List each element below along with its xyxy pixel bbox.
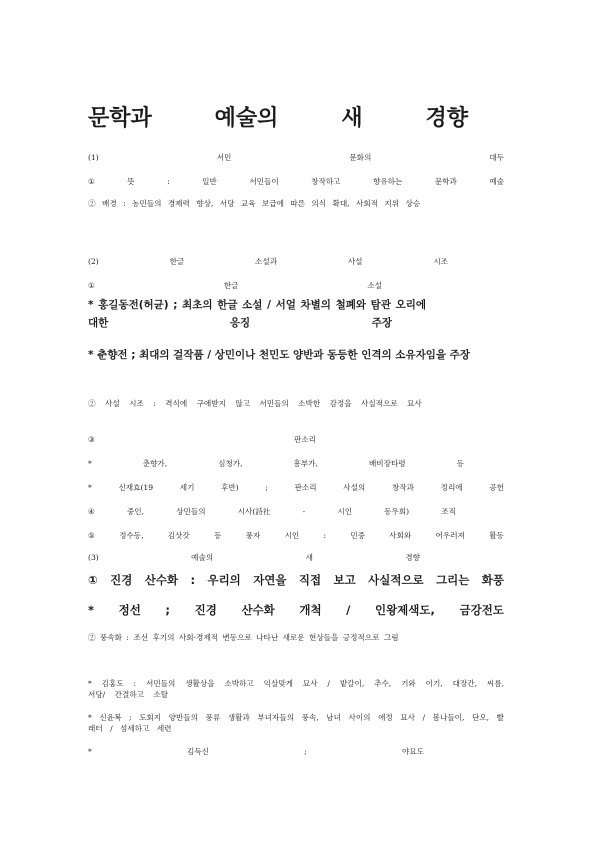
word: ⑤ [88, 531, 95, 540]
heading-word: 소설과 [255, 257, 278, 266]
word: 김삿갓 [167, 531, 190, 540]
word: : [167, 177, 170, 186]
word: : [190, 573, 196, 587]
section-3-heading [88, 552, 420, 563]
word: 향유하는 [372, 177, 403, 186]
heading-word: 한글 [169, 257, 185, 266]
word: 그리는 [436, 573, 470, 587]
word: ③ [88, 435, 95, 444]
word: : [323, 531, 327, 540]
section-1-heading [88, 152, 504, 163]
word: ; [304, 747, 307, 756]
word: 자연을 [253, 573, 287, 587]
word: 정수동, [119, 531, 144, 540]
heading-word: 사설 [347, 257, 363, 266]
word: 일반 [202, 177, 217, 186]
heading-word: 새 [305, 553, 313, 562]
word: 예술 [489, 177, 504, 186]
word: 공헌 [489, 483, 504, 492]
word: / [346, 603, 351, 617]
heading-word: 서민 [216, 153, 232, 162]
word: 대한 [88, 317, 109, 329]
word: 판소리 [293, 435, 316, 444]
word: 우리의 [207, 573, 241, 587]
word: 야묘도 [401, 747, 424, 756]
word: 소설 [367, 281, 382, 290]
word: ; [165, 603, 171, 617]
shin-jaehyo-line [88, 482, 504, 493]
word: 진경 [194, 603, 217, 617]
word: 문학과 [434, 177, 457, 186]
word: 춘향가, [142, 459, 168, 468]
pungsokhwa-line: ② 풍속화 : 조선 후기의 사회·경제적 변동으로 나타난 새로운 현상들을 긍정적으로 그림 [88, 633, 399, 642]
word: 배비장타령 [368, 459, 406, 468]
section-2-sub-1 [88, 280, 382, 291]
satire-poets-line [88, 530, 504, 541]
word: 시인 [284, 531, 300, 540]
word: ; [265, 483, 268, 492]
pansori-list [88, 458, 464, 469]
word: 직접 [298, 573, 322, 587]
word: 시사(詩社 [237, 507, 271, 516]
heading-num: (1) [88, 153, 99, 162]
word: 사실적으로 [368, 573, 424, 587]
word: 사설의 [343, 483, 366, 492]
word: 어우러져 [435, 531, 465, 540]
jungin-line [88, 506, 456, 517]
word: 흥부가, [293, 459, 318, 468]
word: 뜻 [127, 177, 135, 186]
word: 세기 [179, 483, 195, 492]
word: 시인 [337, 507, 353, 516]
heading-word: 경향 [405, 553, 420, 562]
word: 신재효(19 [118, 483, 154, 492]
kim-hongdo-line: * 김홍도 : 서민들의 생활상을 소박하고 익살맞게 묘사 / 밭갈이, 추수, 기와 이기, 대장간, 씨름, 서당/ 간결하고 소탈 [88, 679, 504, 699]
word: 정리에 [440, 483, 463, 492]
title-word: 문학과 [88, 105, 152, 131]
heading-word: 예술의 [191, 553, 214, 562]
word: 판소리 [294, 483, 317, 492]
sasul-sijo-line: ② 사설 시조 : 격식에 구애받지 않고 서민들의 소박한 감정을 사실적으로 묘사 [88, 399, 422, 408]
word: 활동 [489, 531, 504, 540]
heading-word: 대두 [489, 153, 504, 162]
word: 정선 [118, 603, 141, 617]
page-title [88, 100, 468, 132]
word: 보고 [333, 573, 356, 587]
word: 개척 [299, 603, 322, 617]
title-word: 새 [341, 105, 363, 131]
pansori-heading [88, 434, 316, 445]
word: ④ [88, 507, 95, 516]
word: * [88, 459, 92, 468]
word: ① [88, 177, 95, 186]
word: 진경 [110, 573, 133, 587]
word: 인왕제색도, [374, 603, 435, 617]
word: 조직 [441, 507, 456, 516]
jingyeong-sansuhwa-line [88, 573, 504, 588]
word: 산수화 [144, 573, 179, 587]
word: 한글 [223, 281, 239, 290]
word: 화풍 [481, 573, 504, 587]
title-word: 예술의 [214, 105, 279, 131]
word: ① [88, 573, 98, 587]
jeongseon-line [88, 603, 504, 618]
title-word: 경향 [425, 105, 468, 131]
word: - [302, 507, 306, 516]
word: 김득신 [187, 747, 210, 756]
word: 응징 [229, 317, 251, 329]
word: 창작하고 [311, 177, 341, 186]
word: 등 [456, 459, 464, 468]
heading-word: 문화의 [349, 153, 372, 162]
heading-word: 시조 [433, 257, 448, 266]
word: 상민들의 [176, 507, 206, 516]
word: * [88, 603, 95, 617]
hong-gildong-line: * 홍길동전(허균) ; 최초의 한글 소설 / 서얼 차별의 철폐와 탐관 오리에 [88, 299, 427, 311]
word: 산수화 [241, 603, 275, 617]
word: 동우회) [384, 507, 410, 516]
word: 중인, [126, 507, 145, 516]
word: 풍자 [245, 531, 261, 540]
word: 서민들이 [249, 177, 279, 186]
section-1-item-2: ② 배경 : 농민들의 경제력 향상, 서당 교육 보급에 따른 의식 확대, 사회적 지위 상승 [88, 199, 421, 208]
word: 사회와 [389, 531, 412, 540]
heading-num: (2) [88, 257, 99, 266]
word: * [88, 483, 92, 492]
section-1-item-1 [88, 176, 504, 187]
hong-gildong-line-2 [88, 316, 392, 330]
sin-yunbok-line: * 신윤복 ; 도회지 양반들의 풍류 생활과 부녀자들의 풍속, 남녀 사이의 애정 묘사 / 봄나들이, 단오, 빨래터 / 섬세하고 세련 [88, 713, 504, 733]
word: 후반) [221, 483, 239, 492]
word: * [88, 747, 92, 756]
word: 민중 [350, 531, 366, 540]
word: 등 [214, 531, 222, 540]
kim-deuksin-line [88, 746, 424, 757]
word: 창작과 [391, 483, 414, 492]
word: ① [88, 281, 95, 290]
section-2-heading [88, 256, 448, 267]
word: 금강전도 [459, 603, 504, 617]
word: 심청가, [218, 459, 243, 468]
chunhyang-line: * 춘향전 ; 최대의 걸작품 / 상민이나 천민도 양반과 동등한 인격의 소유자임을 주장 [88, 349, 470, 361]
heading-num: (3) [88, 553, 99, 562]
word: 주장 [371, 317, 392, 329]
